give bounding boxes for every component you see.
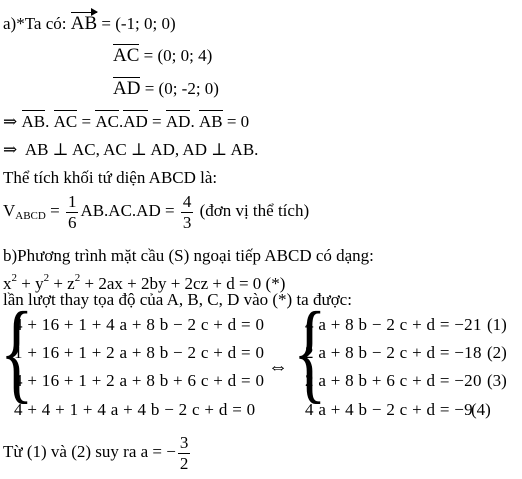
- vector-ad: AD: [165, 112, 191, 131]
- vector-ad: AD: [113, 78, 141, 99]
- vector-ac: AC: [113, 45, 140, 66]
- tag-4: (4): [471, 400, 491, 419]
- ad-value: = (0; -2; 0): [140, 79, 219, 98]
- equals: =: [147, 112, 166, 131]
- right-eq-1: 4 a + 8 b − 2 c + d = −21: [305, 315, 482, 334]
- fraction-one-sixth: [66, 192, 79, 233]
- vector-ab: AB: [198, 112, 223, 131]
- tag-1: (1): [487, 315, 507, 334]
- tag-2: (2): [487, 343, 507, 362]
- frac-den: 3: [182, 212, 192, 232]
- equals: =: [77, 112, 96, 131]
- vector-ad: AD: [123, 112, 148, 131]
- right-brace: {: [293, 291, 327, 415]
- ac-vector-line: [113, 46, 212, 66]
- dot-product-line: ⇒ AB. AC = AC.AD = AD. AB = 0: [3, 112, 250, 131]
- sphere-intro: b)Phương trình mặt cầu (S) ngoại tiếp ABCD có dạng:: [3, 246, 374, 265]
- conclusion-line: [3, 432, 192, 474]
- frac-num: 1: [67, 191, 77, 211]
- substitution-text: lần lượt thay tọa độ của A, B, C, D vào (*) ta được:: [3, 290, 352, 309]
- right-eq-2: 2 a + 8 b − 2 c + d = −18: [305, 343, 482, 362]
- right-eq-3: 2 a + 8 b + 6 c + d = −20: [305, 371, 482, 390]
- equals-zero: = 0: [222, 112, 250, 131]
- volume-subscript: ABCD: [15, 210, 46, 222]
- fraction-three-halves: [178, 433, 191, 474]
- left-eq-4: 4 + 4 + 1 + 4 a + 4 b − 2 c + d = 0: [14, 400, 256, 419]
- volume-symbol: V: [3, 201, 16, 220]
- vector-ab: AB: [70, 13, 98, 34]
- right-eq-4: 4 a + 4 b − 2 c + d = −9: [305, 400, 473, 419]
- implies-arrow: ⇒: [3, 112, 18, 131]
- equals: =: [45, 201, 64, 220]
- fraction-four-thirds: [181, 192, 194, 233]
- volume-product: AB.AC.AD =: [80, 201, 179, 220]
- ad-vector-line: [113, 79, 219, 99]
- ac-value: = (0; 0; 4): [139, 46, 213, 65]
- vector-ac: AC: [53, 112, 78, 131]
- implies-arrow: ⇒: [3, 140, 18, 159]
- sphere-equation: $x^2 + y^2 + z^2 + 2ax + 2by + 2cz + d = 0$ (*): [3, 272, 286, 293]
- x-var: x: [3, 274, 12, 293]
- frac-num: 4: [182, 191, 192, 211]
- perp-text: AB ⊥ AC, AC ⊥ AD, AD ⊥ AB.: [24, 140, 259, 159]
- ab-vector-line: [3, 14, 176, 34]
- intro-text: a)*Ta có:: [3, 14, 71, 33]
- volume-formula: [3, 191, 309, 236]
- volume-unit: (đơn vị thể tích): [195, 201, 310, 220]
- ab-value: = (-1; 0; 0): [97, 14, 176, 33]
- vector-ab: AB: [21, 112, 46, 131]
- frac-den: 6: [67, 212, 77, 232]
- left-eq-3: 4 + 16 + 1 + 2 a + 8 b + 6 c + d = 0: [14, 371, 265, 390]
- volume-intro: Thể tích khối tứ diện ABCD là:: [3, 168, 218, 187]
- frac-den: 2: [179, 453, 189, 473]
- left-eq-2: 1 + 16 + 1 + 2 a + 8 b − 2 c + d = 0: [14, 343, 265, 362]
- equation-rest: + 2ax + 2by + 2cz + d = 0 (*): [80, 274, 286, 293]
- vector-ac: AC: [95, 112, 119, 131]
- frac-num: 3: [179, 432, 189, 452]
- equivalence-symbol: ⇔: [268, 356, 288, 378]
- perpendicular-line: [3, 140, 258, 160]
- conclusion-text: Từ (1) và (2) suy ra a = −: [3, 442, 176, 461]
- left-brace: {: [0, 291, 34, 415]
- tag-3: (3): [487, 371, 507, 390]
- left-eq-1: 4 + 16 + 1 + 4 a + 8 b − 2 c + d = 0: [14, 315, 265, 334]
